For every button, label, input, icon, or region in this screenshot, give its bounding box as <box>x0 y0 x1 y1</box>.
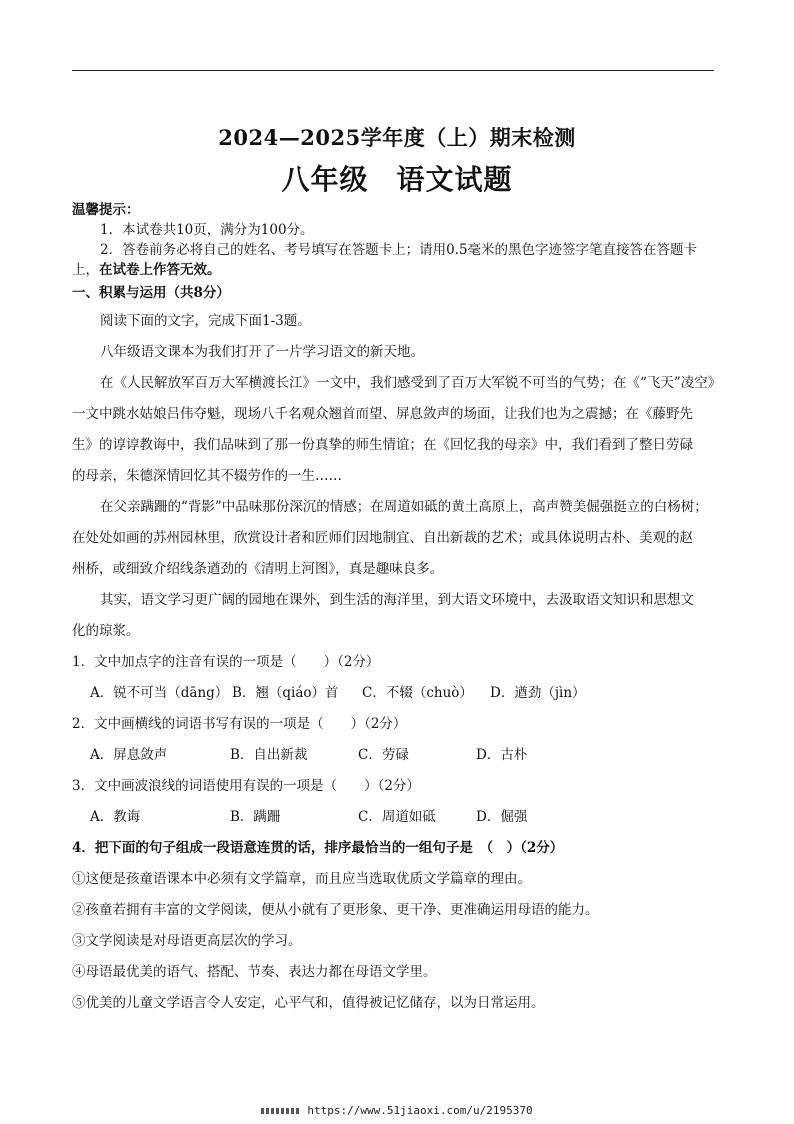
sentence-5: ⑤优美的儿童文学语言令人安定，心平气和，值得被记忆储存，以为日常运用。 <box>72 995 545 1011</box>
notice-item-1: 1．本试卷共10页，满分为100分。 <box>100 222 314 238</box>
sentence-1: ①这便是孩童语课本中必须有文学篇章，而且应当选取优质文学篇章的理由。 <box>72 871 531 887</box>
option-a: A．屏息敛声 <box>90 747 168 763</box>
option-c: C．劳碌 <box>358 747 409 763</box>
option-b: B．蹒跚 <box>230 809 281 825</box>
passage-p2-line: 在《人民解放军百万大军横渡长江》一文中，我们感受到了百万大军锐不可当的气势；在《“飞天”凌空》 <box>100 375 722 391</box>
option-d: D．古朴 <box>476 747 528 763</box>
exam-body <box>72 200 722 1019</box>
question-3: 3．文中画波浪线的词语使用有误的一项是（ ）（2分） <box>72 778 420 794</box>
option-b: B．翘（qiáo）首 <box>232 685 339 701</box>
passage-p4-line: 其实，语文学习更广阔的园地在课外，到生活的海洋里，到大语文环境中，去汲取语文知识和思想文 <box>100 592 694 608</box>
option-d: D．遒劲（jìn） <box>490 685 586 701</box>
passage-p3-line: 在父亲蹒跚的“背影”中品味那份深沉的情感；在周道如砥的黄土高原上，高声赞美倔强挺立的白杨树； <box>100 499 708 515</box>
option-b: B．自出新裁 <box>230 747 308 763</box>
top-divider <box>72 70 714 71</box>
question-3-options <box>72 802 714 833</box>
notice-item-2-cont <box>72 260 714 280</box>
option-c: C．不辍（chuò） <box>362 685 473 701</box>
sentence-2: ②孩童若拥有丰富的文学阅读，便从小就有了更形象、更干净、更准确运用母语的能力。 <box>72 902 599 918</box>
notice-item-2-warning: 在试卷上作答无效。 <box>99 262 221 278</box>
question-1-options <box>72 678 714 709</box>
question-2-options <box>72 740 714 771</box>
reading-passage <box>72 306 722 647</box>
passage-p4-line: 化的琼浆。 <box>72 623 140 639</box>
option-a: A．教诲 <box>90 809 141 825</box>
notice-label: 温馨提示： <box>72 202 140 218</box>
grade-label: 八年级 <box>281 163 369 196</box>
notice-item-2: 2．答卷前务必将自己的姓名、考号填写在答题卡上；请用0.5毫米的黑色字迹签字笔直接答在答题卡 <box>100 242 698 258</box>
passage-p3-line: 在处处如画的苏州园林里，欣赏设计者和匠师们因地制宜、自出新裁的艺术；或具体说明古朴、美观的赵 <box>72 530 693 546</box>
subject-label: 语文试题 <box>396 163 513 196</box>
passage-p2-line: 生》的谆谆教诲中，我们品味到了那一份真挚的师生情谊；在《回忆我的母亲》中，我们看到了整日劳碌 <box>72 437 693 453</box>
notice-item-2-text: 上， <box>72 262 99 278</box>
passage-intro: 阅读下面的文字，完成下面1-3题。 <box>100 313 311 329</box>
watermark-logo-icon <box>261 1108 301 1114</box>
option-a: A．锐不可当（dāng） <box>90 685 229 701</box>
passage-p1: 八年级语文课本为我们打开了一片学习语文的新天地。 <box>100 344 424 360</box>
footer-watermark <box>0 1104 794 1117</box>
question-4: 4．把下面的句子组成一段语意连贯的话，排序最恰当的一组句子是 （ ）（2分） <box>72 840 564 856</box>
exam-title: 2024—2025学年度（上）期末检测 <box>218 125 576 150</box>
subject-title <box>0 158 794 198</box>
footer-url: https://www.51jiaoxi.com/u/2195370 <box>307 1104 533 1117</box>
sentence-4: ④母语最优美的语气、搭配、节奏、表达力都在母语文学里。 <box>72 964 437 980</box>
question-1: 1．文中加点字的注音有误的一项是（ ）（2分） <box>72 654 380 670</box>
question-2: 2．文中画横线的词语书写有误的一项是（ ）（2分） <box>72 716 407 732</box>
section-1-title: 一、积累与运用（共8分） <box>72 285 230 301</box>
option-d: D．倔强 <box>476 809 528 825</box>
passage-p3-line: 州桥，或细致介绍线条遒劲的《清明上河图》，真是趣味良多。 <box>72 561 444 577</box>
option-c: C．周道如砥 <box>358 809 436 825</box>
passage-p2-line: 一文中跳水姑娘吕伟夺魁，现场八千名观众翘首而望、屏息敛声的场面，让我们也为之震撼；在《藤野先 <box>72 406 693 422</box>
passage-p2-line: 的母亲，朱德深情回忆其不辍劳作的一生…… <box>72 468 342 484</box>
sentence-3: ③文学阅读是对母语更高层次的学习。 <box>72 933 302 949</box>
